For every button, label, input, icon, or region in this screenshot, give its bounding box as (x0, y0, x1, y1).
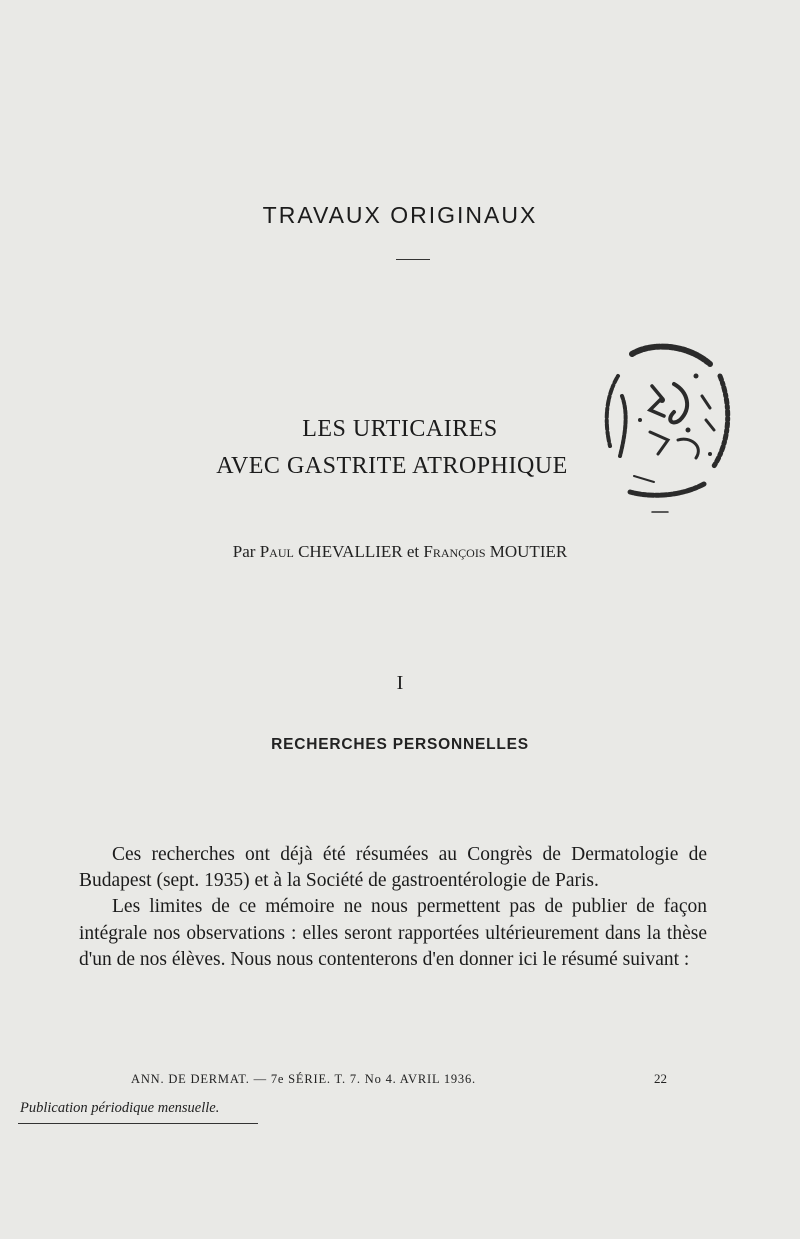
publication-underline (18, 1123, 258, 1124)
paragraph: Ces recherches ont déjà été résumées au Congrès de Dermatologie de Budapest (sept. 1935) et à la Société de gastroentérologie de Paris. (79, 844, 707, 892)
article-title-line-2: AVEC GASTRITE ATROPHIQUE (216, 453, 568, 479)
authors-conjunction: et (406, 542, 420, 561)
library-stamp-icon (592, 336, 732, 516)
part-title: RECHERCHES PERSONNELLES (271, 736, 529, 753)
author-2-last-name: MOUTIER (489, 542, 568, 561)
article-title-line-1: LES URTICAIRES (302, 416, 498, 442)
section-header: TRAVAUX ORIGINAUX (262, 202, 538, 228)
paragraph: Les limites de ce mémoire ne nous permettent pas de publier de façon intégrale nos observations : elles seront rapportées ultérieurement dans la thèse d'un de nos élèves. Nous nous contenterons d'en donner ici le résumé suivant : (79, 896, 707, 970)
part-numeral: I (396, 672, 404, 694)
journal-reference: ANN. DE DERMAT. — 7e SÉRIE. T. 7. No 4. AVRIL 1936. (131, 1072, 476, 1086)
author-1-last-name: CHEVALLIER (298, 542, 403, 561)
article-authors (0, 542, 800, 562)
author-1-first-name: Paul (259, 542, 294, 561)
author-2-first-name: François (423, 542, 486, 561)
publication-note: Publication périodique mensuelle. (20, 1100, 220, 1116)
authors-prefix: Par (232, 542, 256, 561)
header-divider (396, 259, 430, 260)
page-number: 22 (654, 1071, 667, 1086)
article-body (79, 842, 707, 973)
